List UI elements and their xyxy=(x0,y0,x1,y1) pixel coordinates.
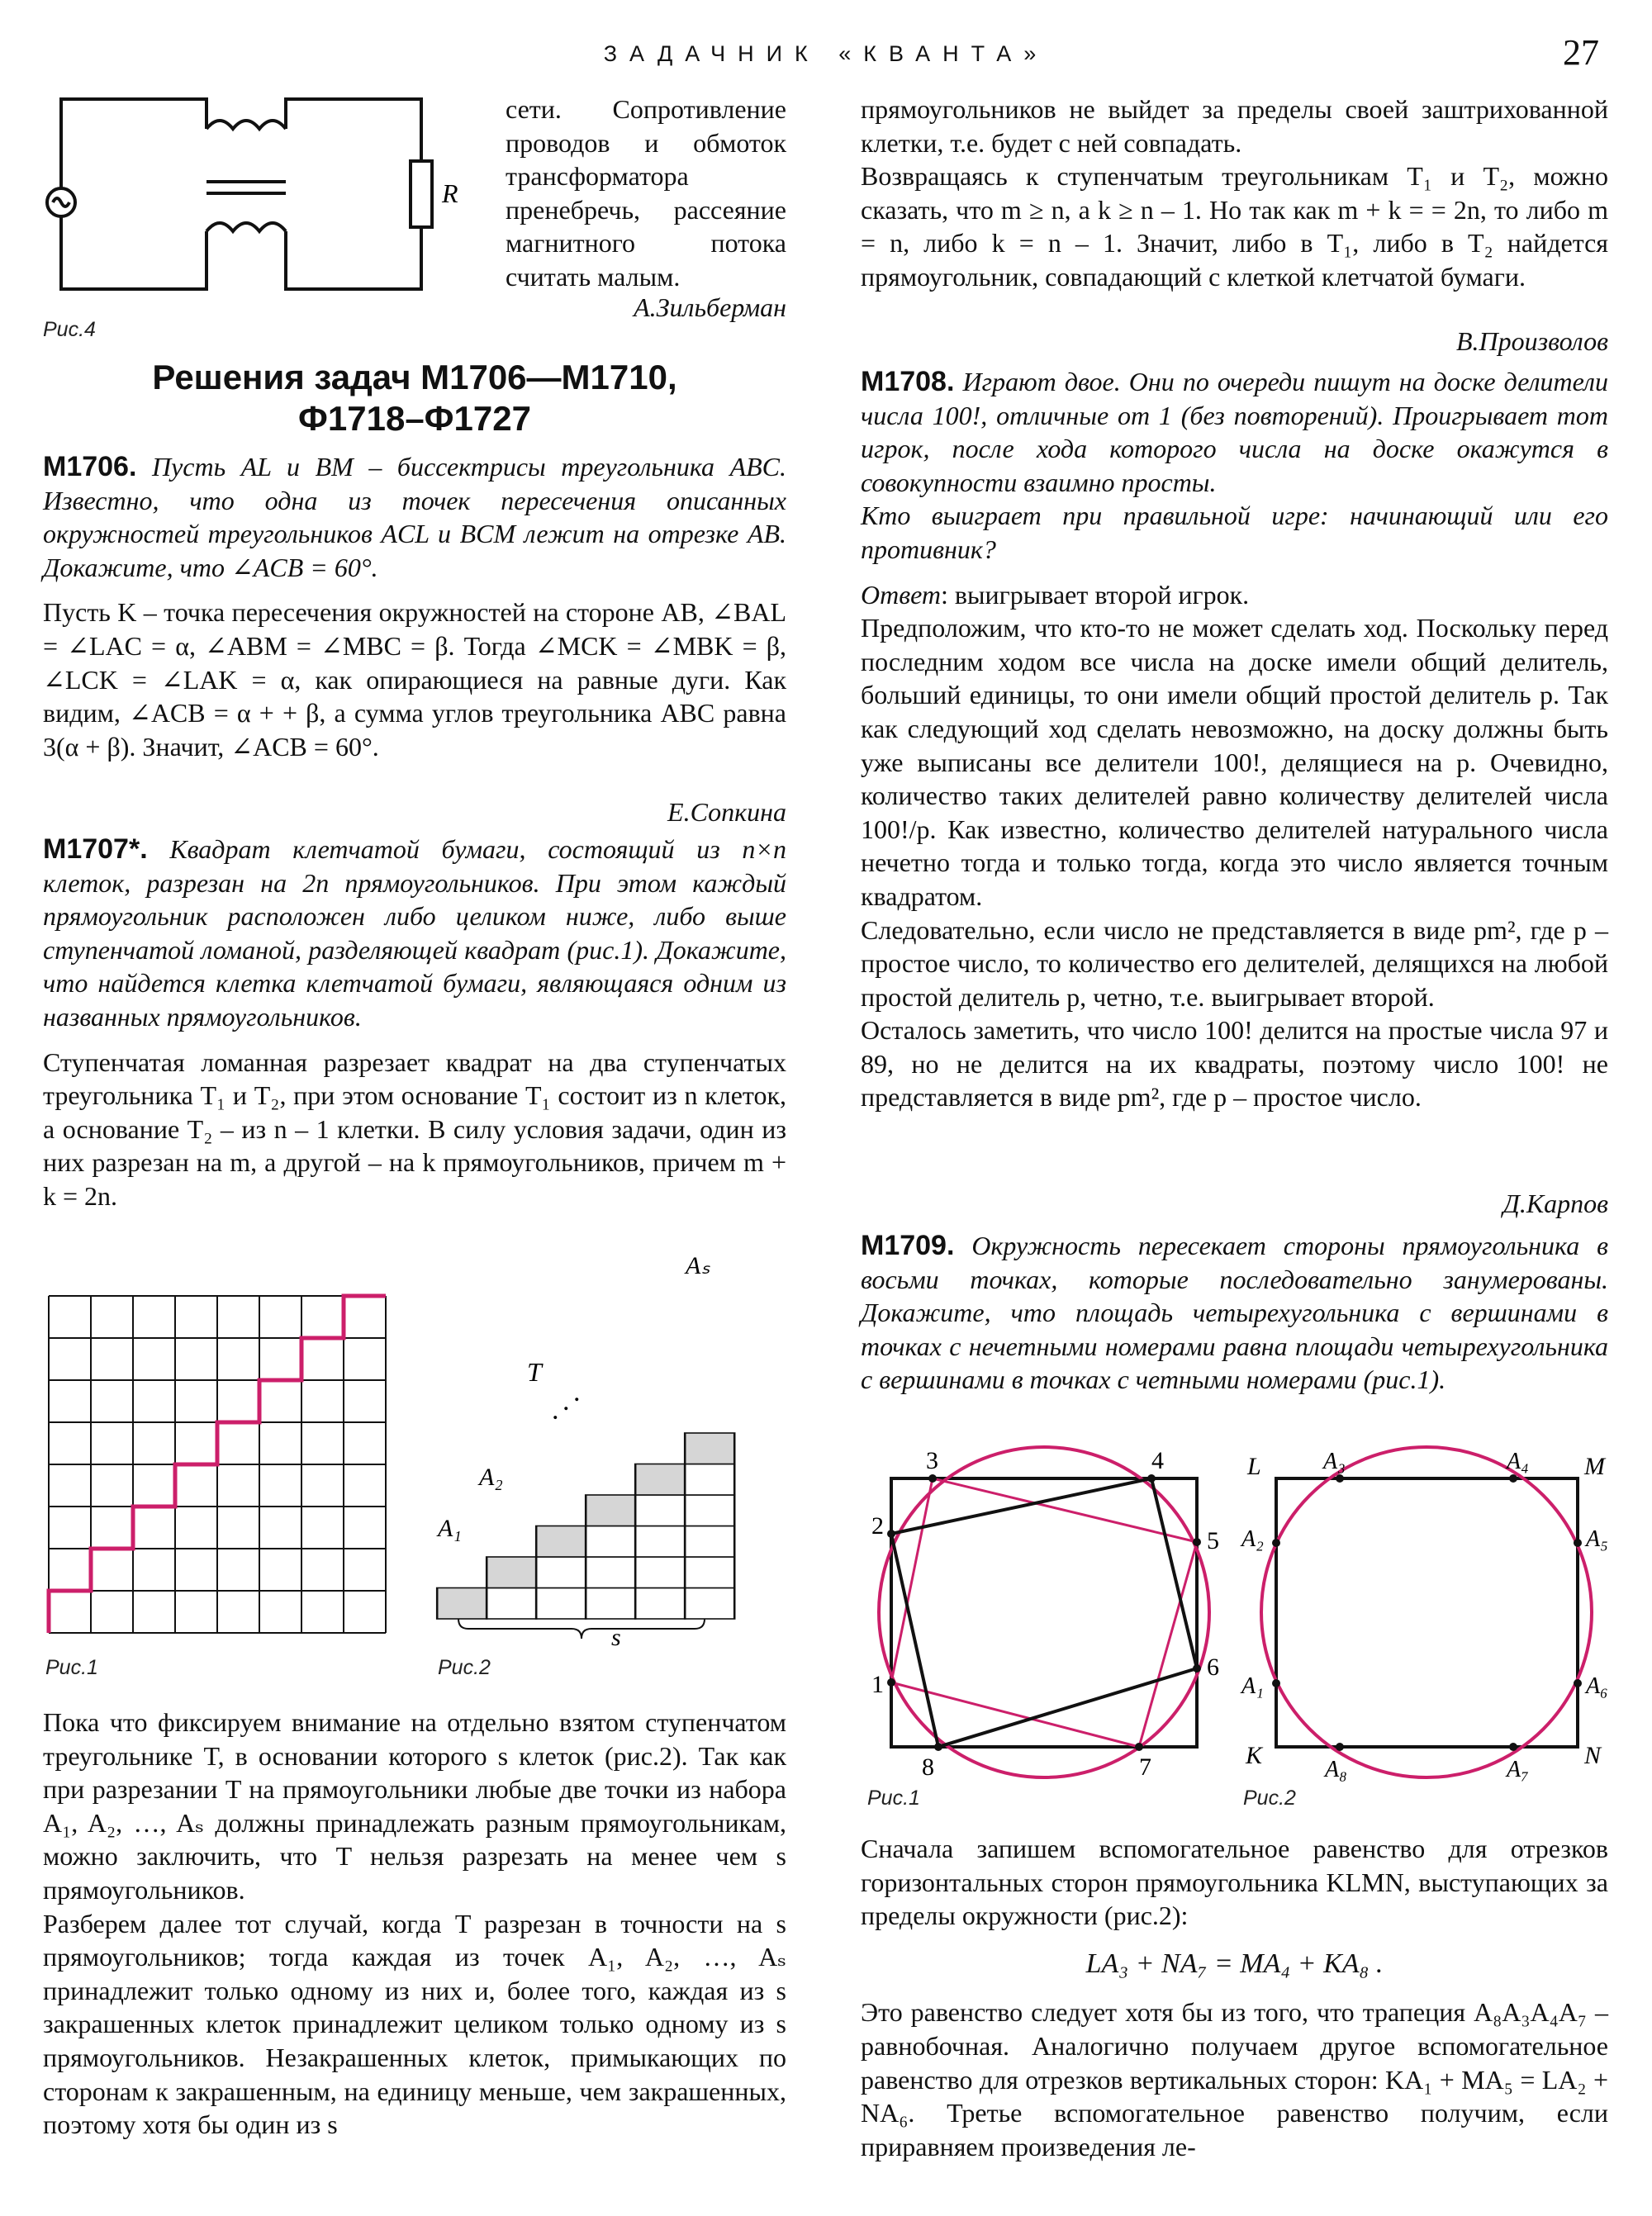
m1706-tag: М1706. xyxy=(43,451,137,482)
cell xyxy=(685,1526,734,1558)
octagon-point xyxy=(1193,1664,1201,1673)
m1709-fig1-caption: Рис.1 xyxy=(867,1787,920,1810)
m1708-statement xyxy=(861,365,1608,499)
m1709-statement xyxy=(861,1229,1608,1397)
octagon-label: 2 xyxy=(871,1512,884,1540)
fig2-dots: . . . xyxy=(538,1379,585,1426)
m1709-tag: М1709. xyxy=(861,1230,955,1261)
cell xyxy=(635,1557,685,1588)
intersection-label: A₁ xyxy=(1241,1673,1264,1699)
cell xyxy=(487,1588,536,1620)
m1708-author: Д.Карпов xyxy=(1502,1189,1608,1218)
m1708-answer xyxy=(861,578,1608,612)
octagon-point xyxy=(1147,1474,1156,1483)
intro-paragraph xyxy=(506,93,786,294)
running-title: ЗАДАЧНИК «КВАНТА» xyxy=(603,41,1049,66)
m1706-author: Е.Сопкина xyxy=(667,797,786,827)
circle-intersection-point xyxy=(1574,1679,1582,1687)
m1707-para3: Разберем далее тот случай, когда T разрезан в точности на s прямоугольников; тогда каждая из точек A₁, A₂, …, Aₛ принадлежит только одному из них и, более того, каждая из s закрашенных клеток принадлежит целиком только одному из s прямоугольников. Незакрашенных клеток, примыкающих по сторонам к закрашенным, на единицу меньше, чем закрашенных, поэтому хотя бы один из s xyxy=(43,1908,786,2140)
octagon-label: 1 xyxy=(871,1671,884,1698)
fig2-label-a2: A₂ xyxy=(479,1464,503,1491)
circle-intersection-point xyxy=(1509,1474,1517,1483)
circle-intersection-point xyxy=(1336,1474,1344,1483)
fig2-vertex-n: N xyxy=(1584,1742,1602,1769)
circle-intersection-point xyxy=(1336,1743,1344,1751)
section-title xyxy=(43,357,786,439)
m1707-tag: М1707*. xyxy=(43,833,148,865)
shaded-cell xyxy=(487,1557,536,1588)
fig2-label-a1: A₁ xyxy=(438,1515,462,1542)
m1708-para2: Следовательно, если число не представляется в виде pm², где p – простое число, то количество его делителей, делящихся на любой простой делитель p, четно, т.е. выигрывает второй. xyxy=(861,914,1608,1012)
shaded-cell xyxy=(635,1464,685,1496)
cell xyxy=(685,1464,734,1496)
fig2-label-t: T xyxy=(527,1357,542,1387)
fig2-caption: Рис.2 xyxy=(438,1656,491,1679)
fig4-circuit xyxy=(41,91,471,322)
m1708-statement2: Кто выиграет при правильной игре: начинающий или его противник? xyxy=(861,501,1608,564)
m1708-para1: Предположим, что кто-то не может сделать ход. Поскольку перед последним ходом все числа на доске имели общий делитель, больший единицы, то они имели общий простой делитель p. Так как следующий ход сделать невозможно, на доску должны быть уже выписаны все делители 100!, делящиеся на p. Очевидно, количество таких делителей равно количеству делителей числа 100!/p. Как известно, количество делителей натурального числа нечетно тогда и только тогда, когда это число является точным квадратом. xyxy=(861,613,1608,911)
m1707-continued xyxy=(43,1706,786,2142)
fig2-vertex-l: L xyxy=(1247,1453,1261,1480)
octagon-point xyxy=(928,1474,937,1483)
intersection-label: A₂ xyxy=(1241,1526,1264,1552)
cell xyxy=(586,1526,635,1558)
intro-text: сети. Сопротивление проводов и обмоток трансформатора пренебречь, рассеяние магнитного потока считать малым. xyxy=(506,94,786,292)
m1708-tag: М1708. xyxy=(861,366,955,397)
m1709-solution xyxy=(861,1832,1608,2163)
fig1-staircase-grid xyxy=(45,1293,392,1639)
cell xyxy=(685,1588,734,1620)
m1707-statement xyxy=(43,833,786,1034)
m1708-statement-text: Играют двое. Они по очереди пишут на доске делители числа 100!, отличные от 1 (без повторений). Проигрывает тот игрок, после хода которого числа на доске окажутся в совокупности взаимно просты. xyxy=(861,367,1609,497)
intersection-label: A₃ xyxy=(1323,1449,1346,1474)
intersection-label: A₆ xyxy=(1586,1673,1608,1699)
octagon-label: 5 xyxy=(1207,1527,1219,1554)
cell xyxy=(635,1588,685,1620)
shaded-cell xyxy=(536,1526,586,1558)
fig2-vertex-k: K xyxy=(1246,1742,1263,1769)
m1709-statement-text: Окружность пересекает стороны прямоугольника в восьми точках, которые последовательно занумерованы. Докажите, что площадь четырехугольника с вершинами в точках с нечетными номерами равна площади четырехугольника с вершинами в точках с четными номерами (рис.1). xyxy=(861,1231,1609,1395)
m1707-author: В.Произволов xyxy=(1455,326,1608,356)
m1709-fig1 xyxy=(861,1437,1232,1801)
octagon-label: 7 xyxy=(1139,1753,1151,1781)
octagon-label: 4 xyxy=(1151,1447,1164,1474)
cell xyxy=(586,1557,635,1588)
cell xyxy=(685,1557,734,1588)
octagon-label: 8 xyxy=(922,1753,934,1781)
problem-m1709 xyxy=(861,1229,1608,1397)
shaded-cell xyxy=(437,1588,487,1620)
shaded-cell xyxy=(685,1433,734,1464)
fig2-label-as: Aₛ xyxy=(686,1255,710,1279)
m1706-statement xyxy=(43,450,786,584)
m1706-statement-text: Пусть AL и BM – биссектрисы треугольника ABC. Известно, что одна из точек пересечения описанных окружностей треугольников ACL и BCM лежит на отрезке AB. Докажите, что ∠ACB = 60°. xyxy=(43,452,787,582)
m1708-answer-text: : выигрывает второй игрок. xyxy=(941,579,1250,610)
section-title-line2: Ф1718–Ф1727 xyxy=(298,399,531,438)
cell xyxy=(635,1526,685,1558)
fig4-resistor-label: R xyxy=(442,178,458,208)
m1707-para2: Пока что фиксируем внимание на отдельно взятом ступенчатом треугольнике T, в основании которого s клеток (рис.2). Так как при разрезании T на прямоугольники любые две точки из набора A₁, A₂, …, Aₛ должны принадлежать разным прямоугольникам, можно заключить, что T нельзя разрезать на менее чем s прямоугольников. xyxy=(43,1707,786,1905)
octagon-label: 6 xyxy=(1207,1654,1219,1681)
m1707-right-cont xyxy=(861,93,1608,294)
m1708-para3: Осталось заметить, что число 100! делится на простые числа 97 и 89, но не делится на их квадраты, поэтому число 100! не представляется в виде pm², где p – простое число. xyxy=(861,1015,1608,1113)
cell xyxy=(586,1588,635,1620)
fig2-label-s: s xyxy=(611,1624,621,1651)
octagon-point xyxy=(1193,1538,1201,1546)
octagon-label: 3 xyxy=(926,1447,938,1474)
cell xyxy=(635,1495,685,1526)
problem-m1708 xyxy=(861,365,1608,1114)
m1709-fig2-caption: Рис.2 xyxy=(1243,1787,1296,1810)
circle-intersection-point xyxy=(1509,1743,1517,1751)
m1707-statement-text: Квадрат клетчатой бумаги, состоящий из n×n клеток, разрезан на 2n прямоугольников. При этом каждый прямоугольник расположен либо целиком ниже, либо выше ступенчатой ломаной, разделяющей квадрат (рис.1). Докажите, что найдется клетка клетчатой бумаги, являющаяся одним из названных прямоугольников. xyxy=(43,834,786,1032)
octagon-point xyxy=(1135,1743,1143,1751)
octagon-point xyxy=(934,1743,942,1751)
circle-intersection-point xyxy=(1272,1679,1280,1687)
m1707-cont2: Возвращаясь к ступенчатым треугольникам T₁ и T₂, можно сказать, что m ≥ n, а k ≥ n – 1. Но так как m + k = = 2n, то либо m = n, либо k = n – 1. Значит, либо в T₁, либо в T₂ найдется прямоугольник, совпадающий с клеткой клетчатой бумаги. xyxy=(861,161,1609,292)
cell xyxy=(536,1557,586,1588)
intersection-label: A₇ xyxy=(1507,1757,1529,1782)
intersection-label: A₈ xyxy=(1325,1757,1347,1782)
cell xyxy=(685,1495,734,1526)
problem-m1707 xyxy=(43,833,786,1213)
octagon-point xyxy=(887,1678,895,1687)
fig4-caption: Рис.4 xyxy=(43,318,96,341)
circle-intersection-point xyxy=(1272,1539,1280,1547)
page-number: 27 xyxy=(1563,32,1599,73)
m1707-cont1: прямоугольников не выйдет за пределы своей заштрихованной клетки, т.е. будет с ней совпадать. xyxy=(861,94,1608,158)
shaded-cell xyxy=(586,1495,635,1526)
intersection-label: A₅ xyxy=(1586,1526,1608,1552)
octagon-point xyxy=(887,1530,895,1538)
section-title-line1: Решения задач М1706—М1710, xyxy=(152,358,677,396)
m1708-answer-label: Ответ xyxy=(861,579,941,610)
fig1-caption: Рис.1 xyxy=(45,1656,98,1679)
m1706-solution: Пусть K – точка пересечения окружностей на стороне AB, ∠BAL = ∠LAC = α, ∠ABM = ∠MBC = β. Тогда ∠MCK = ∠MBK = β, ∠LCK = ∠LAK = α, как опирающиеся на равные дуги. Как видим, ∠ACB = α + + β, а сумма углов треугольника ABC равна 3(α + β). Значит, ∠ACB = 60°. xyxy=(43,597,786,762)
fig2-stepped-triangle xyxy=(421,1255,785,1652)
problem-m1706 xyxy=(43,450,786,763)
cell xyxy=(536,1588,586,1620)
m1709-para2: Это равенство следует хотя бы из того, что трапеция A₈A₃A₄A₇ – равнобочная. Аналогично получаем другое вспомогательное равенство для отрезков вертикальных сторон: KA₁ + MA₅ = LA₂ + NA₆. Третье вспомогательное равенство получим, если приравняем произведения ле- xyxy=(861,1997,1608,2161)
intro-author: А.Зильберман xyxy=(634,292,786,322)
m1709-formula: LA₃ + NA₇ = MA₄ + KA₈ . xyxy=(1085,1948,1384,1979)
m1709-para1: Сначала запишем вспомогательное равенство для отрезков горизонтальных сторон прямоугольника KLMN, выступающих за пределы окружности (рис.2): xyxy=(861,1834,1608,1931)
intersection-label: A₄ xyxy=(1507,1449,1529,1474)
fig2-vertex-m: M xyxy=(1584,1453,1605,1480)
m1709-fig2 xyxy=(1239,1437,1615,1801)
m1707-para1: Ступенчатая ломанная разрезает квадрат на два ступенчатых треугольника T₁ и T₂, при этом основание T₁ состоит из n клеток, а основание T₂ – из n – 1 клетки. В силу условия задачи, один из них разрезан на m, а другой – на k прямоугольников, причем m + k = 2n. xyxy=(43,1046,786,1211)
circle-intersection-point xyxy=(1574,1539,1582,1547)
